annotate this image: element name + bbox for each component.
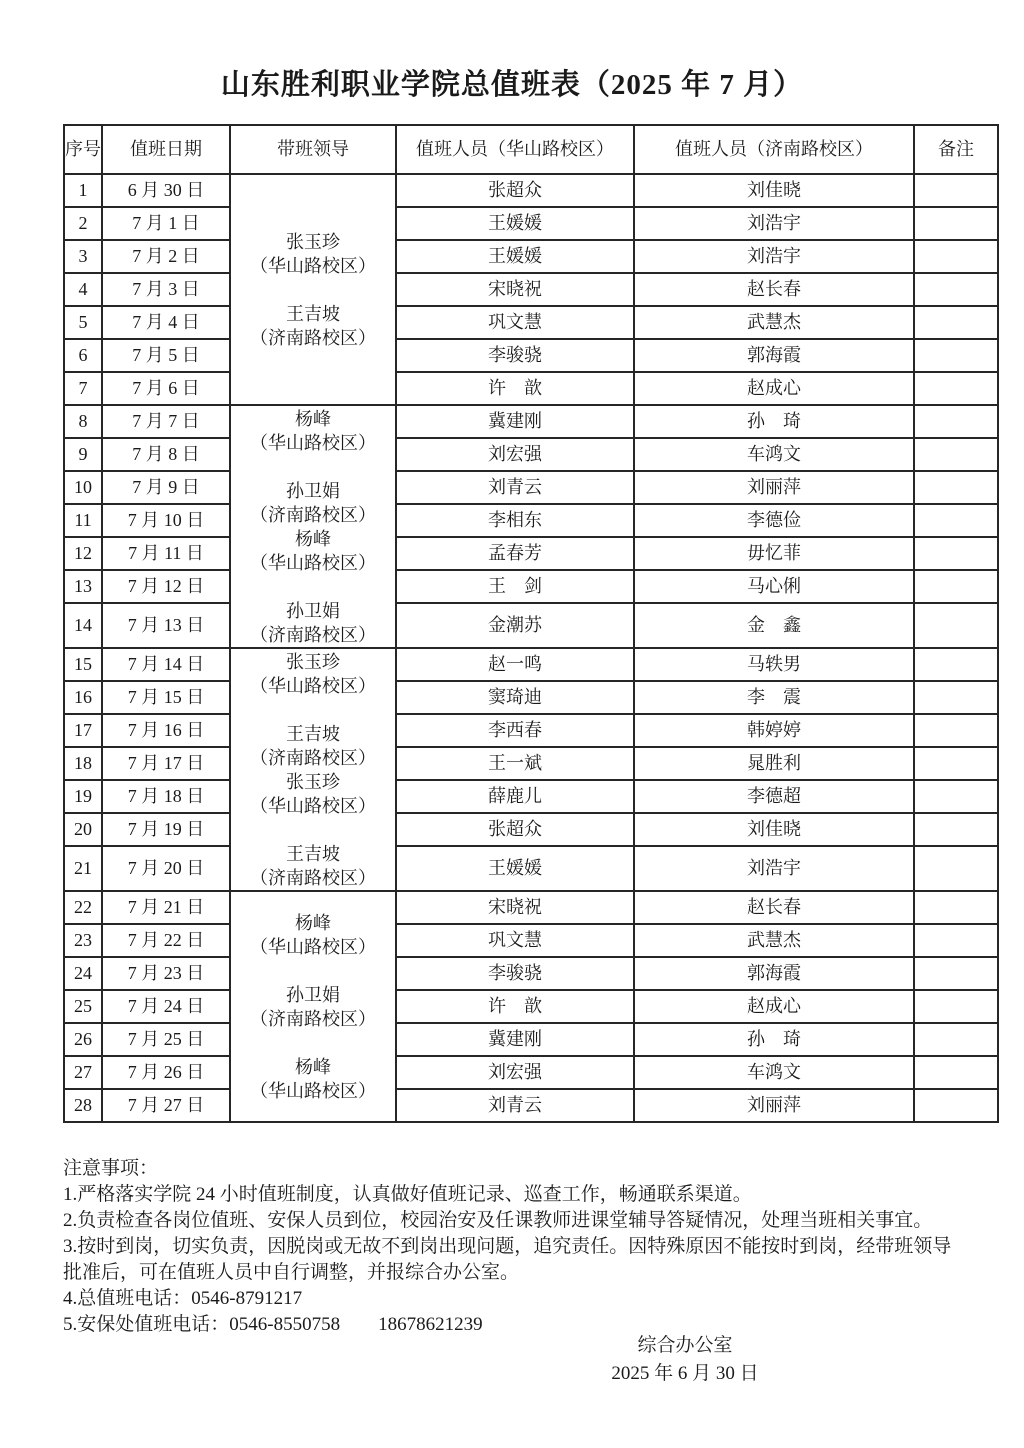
header-duty-staff-huashan: 值班人员（华山路校区） [396, 125, 634, 174]
remark-cell [914, 1089, 998, 1122]
duty-staff-jinan-cell: 刘佳晓 [634, 174, 914, 207]
remark-cell [914, 471, 998, 504]
table-row [64, 747, 998, 780]
table-row [64, 603, 998, 648]
leader-line: （济南路校区） [250, 747, 376, 768]
leader-line: 孙卫娟 [286, 984, 340, 1005]
duty-staff-jinan-cell: 孙 琦 [634, 1023, 914, 1056]
leader-line: 张玉珍 [286, 771, 340, 792]
remark-cell [914, 957, 998, 990]
duty-date-cell: 7 月 27 日 [102, 1089, 230, 1122]
remark-cell [914, 339, 998, 372]
duty-staff-huashan-cell: 孟春芳 [396, 537, 634, 570]
duty-leader-cell [230, 174, 396, 405]
remark-cell [914, 1023, 998, 1056]
leader-line: （济南路校区） [250, 327, 376, 348]
duty-staff-huashan-cell: 刘宏强 [396, 1056, 634, 1089]
duty-date-cell: 7 月 15 日 [102, 681, 230, 714]
header-serial-no: 序号 [64, 125, 102, 174]
header-remark: 备注 [914, 125, 998, 174]
table-row [64, 990, 998, 1023]
duty-staff-jinan-cell: 韩婷婷 [634, 714, 914, 747]
remark-cell [914, 990, 998, 1023]
duty-staff-huashan-cell: 冀建刚 [396, 405, 634, 438]
duty-staff-huashan-cell: 王 剑 [396, 570, 634, 603]
row-no-cell: 18 [64, 747, 102, 780]
row-no-cell: 4 [64, 273, 102, 306]
header-duty-staff-jinan: 值班人员（济南路校区） [634, 125, 914, 174]
duty-staff-huashan-cell: 张超众 [396, 813, 634, 846]
table-row [64, 471, 998, 504]
leader-line [231, 698, 395, 722]
duty-staff-jinan-cell: 马心俐 [634, 570, 914, 603]
row-no-cell: 7 [64, 372, 102, 405]
duty-staff-jinan-cell: 刘丽萍 [634, 1089, 914, 1122]
leader-line [231, 1031, 395, 1055]
remark-cell [914, 537, 998, 570]
leader-line: （华山路校区） [250, 675, 376, 696]
duty-staff-jinan-cell: 车鸿文 [634, 438, 914, 471]
duty-date-cell: 7 月 13 日 [102, 603, 230, 648]
table-row [64, 924, 998, 957]
duty-date-cell: 7 月 2 日 [102, 240, 230, 273]
remark-cell [914, 924, 998, 957]
duty-staff-jinan-cell: 毋忆菲 [634, 537, 914, 570]
remark-cell [914, 648, 998, 681]
table-header-row [64, 125, 998, 174]
table-row [64, 504, 998, 537]
duty-staff-jinan-cell: 武慧杰 [634, 924, 914, 957]
duty-date-cell: 7 月 23 日 [102, 957, 230, 990]
leader-line [231, 575, 395, 599]
row-no-cell: 9 [64, 438, 102, 471]
duty-staff-jinan-cell: 郭海霞 [634, 957, 914, 990]
table-row [64, 813, 998, 846]
remark-cell [914, 174, 998, 207]
duty-date-cell: 7 月 11 日 [102, 537, 230, 570]
duty-staff-jinan-cell: 赵长春 [634, 891, 914, 924]
remark-cell [914, 207, 998, 240]
note-item: 3.按时到岗，切实负责，因脱岗或无故不到岗出现问题，追究责任。因特殊原因不能按时到岗，经带班领导批准后，可在值班人员中自行调整，并报综合办公室。 [63, 1236, 952, 1283]
duty-staff-jinan-cell: 李 震 [634, 681, 914, 714]
remark-cell [914, 438, 998, 471]
table-row [64, 957, 998, 990]
duty-date-cell: 7 月 19 日 [102, 813, 230, 846]
duty-staff-huashan-cell: 刘宏强 [396, 438, 634, 471]
duty-staff-huashan-cell: 王媛媛 [396, 240, 634, 273]
table-row [64, 1056, 998, 1089]
row-no-cell: 19 [64, 780, 102, 813]
duty-staff-jinan-cell: 赵成心 [634, 372, 914, 405]
duty-staff-jinan-cell: 孙 琦 [634, 405, 914, 438]
row-no-cell: 28 [64, 1089, 102, 1122]
duty-staff-jinan-cell: 马轶男 [634, 648, 914, 681]
row-no-cell: 12 [64, 537, 102, 570]
note-item: 5.安保处值班电话：0546-8550758 18678621239 [63, 1314, 483, 1335]
duty-staff-jinan-cell: 刘浩宇 [634, 846, 914, 891]
row-no-cell: 26 [64, 1023, 102, 1056]
row-no-cell: 23 [64, 924, 102, 957]
row-no-cell: 27 [64, 1056, 102, 1089]
row-no-cell: 6 [64, 339, 102, 372]
duty-staff-jinan-cell: 武慧杰 [634, 306, 914, 339]
duty-staff-jinan-cell: 刘浩宇 [634, 240, 914, 273]
leader-line: 王吉坡 [286, 303, 340, 324]
table-row [64, 372, 998, 405]
table-row [64, 207, 998, 240]
duty-staff-huashan-cell: 宋晓祝 [396, 273, 634, 306]
header-duty-date: 值班日期 [102, 125, 230, 174]
table-row [64, 405, 998, 438]
duty-date-cell: 7 月 14 日 [102, 648, 230, 681]
duty-date-cell: 7 月 17 日 [102, 747, 230, 780]
table-row [64, 438, 998, 471]
duty-table-body [64, 174, 998, 1122]
row-no-cell: 10 [64, 471, 102, 504]
remark-cell [914, 240, 998, 273]
table-row [64, 1023, 998, 1056]
leader-line: 王吉坡 [286, 723, 340, 744]
duty-staff-jinan-cell: 晁胜利 [634, 747, 914, 780]
leader-line: （华山路校区） [250, 552, 376, 573]
remark-cell [914, 405, 998, 438]
duty-staff-jinan-cell: 金 鑫 [634, 603, 914, 648]
duty-date-cell: 7 月 1 日 [102, 207, 230, 240]
leader-line [231, 278, 395, 302]
remark-cell [914, 1056, 998, 1089]
leader-line: 杨峰 [295, 1056, 331, 1077]
note-item: 4.总值班电话：0546-8791217 [63, 1288, 303, 1309]
remark-cell [914, 681, 998, 714]
table-row [64, 780, 998, 813]
duty-staff-huashan-cell: 许 歆 [396, 990, 634, 1023]
table-row [64, 273, 998, 306]
leader-line: 杨峰 [295, 408, 331, 429]
duty-date-cell: 7 月 20 日 [102, 846, 230, 891]
row-no-cell: 17 [64, 714, 102, 747]
remark-cell [914, 504, 998, 537]
table-row [64, 681, 998, 714]
duty-leader-cell [230, 405, 396, 648]
duty-staff-huashan-cell: 冀建刚 [396, 1023, 634, 1056]
leader-line [231, 818, 395, 842]
remark-cell [914, 570, 998, 603]
duty-date-cell: 7 月 24 日 [102, 990, 230, 1023]
table-row [64, 306, 998, 339]
duty-date-cell: 7 月 16 日 [102, 714, 230, 747]
duty-staff-huashan-cell: 宋晓祝 [396, 891, 634, 924]
row-no-cell: 24 [64, 957, 102, 990]
duty-leader-cell [230, 648, 396, 891]
table-row [64, 174, 998, 207]
duty-staff-jinan-cell: 赵成心 [634, 990, 914, 1023]
row-no-cell: 16 [64, 681, 102, 714]
signature-date: 2025 年 6 月 30 日 [611, 1363, 759, 1384]
page-title: 山东胜利职业学院总值班表（2025 年 7 月） [220, 69, 804, 101]
leader-line: （济南路校区） [250, 624, 376, 645]
leader-line: （华山路校区） [250, 936, 376, 957]
leader-line: （华山路校区） [250, 1080, 376, 1101]
row-no-cell: 11 [64, 504, 102, 537]
table-row [64, 240, 998, 273]
duty-staff-huashan-cell: 巩文慧 [396, 306, 634, 339]
row-no-cell: 3 [64, 240, 102, 273]
leader-line: 王吉坡 [286, 843, 340, 864]
leader-line: 张玉珍 [286, 651, 340, 672]
table-row [64, 648, 998, 681]
duty-staff-huashan-cell: 刘青云 [396, 1089, 634, 1122]
duty-staff-huashan-cell: 刘青云 [396, 471, 634, 504]
duty-staff-huashan-cell: 窦琦迪 [396, 681, 634, 714]
row-no-cell: 5 [64, 306, 102, 339]
table-row [64, 339, 998, 372]
remark-cell [914, 780, 998, 813]
duty-staff-huashan-cell: 金潮苏 [396, 603, 634, 648]
row-no-cell: 1 [64, 174, 102, 207]
duty-date-cell: 7 月 18 日 [102, 780, 230, 813]
leader-line [231, 959, 395, 983]
remark-cell [914, 891, 998, 924]
table-row [64, 570, 998, 603]
signature-department: 综合办公室 [637, 1335, 733, 1356]
duty-date-cell: 7 月 6 日 [102, 372, 230, 405]
duty-staff-jinan-cell: 赵长春 [634, 273, 914, 306]
duty-staff-jinan-cell: 李德俭 [634, 504, 914, 537]
table-row [64, 537, 998, 570]
duty-staff-jinan-cell: 刘佳晓 [634, 813, 914, 846]
duty-staff-huashan-cell: 赵一鸣 [396, 648, 634, 681]
row-no-cell: 8 [64, 405, 102, 438]
signature-block [545, 1332, 825, 1388]
leader-line: 孙卫娟 [286, 600, 340, 621]
leader-line: 张玉珍 [286, 231, 340, 252]
duty-staff-huashan-cell: 李骏骁 [396, 957, 634, 990]
row-no-cell: 22 [64, 891, 102, 924]
leader-line [231, 455, 395, 479]
duty-date-cell: 7 月 10 日 [102, 504, 230, 537]
duty-staff-jinan-cell: 刘丽萍 [634, 471, 914, 504]
row-no-cell: 21 [64, 846, 102, 891]
duty-date-cell: 7 月 22 日 [102, 924, 230, 957]
table-row [64, 846, 998, 891]
remark-cell [914, 846, 998, 891]
remark-cell [914, 372, 998, 405]
duty-date-cell: 7 月 25 日 [102, 1023, 230, 1056]
duty-staff-jinan-cell: 郭海霞 [634, 339, 914, 372]
remark-cell [914, 747, 998, 780]
row-no-cell: 2 [64, 207, 102, 240]
duty-staff-huashan-cell: 巩文慧 [396, 924, 634, 957]
row-no-cell: 20 [64, 813, 102, 846]
notes-heading: 注意事项： [63, 1158, 159, 1179]
duty-leader-cell [230, 891, 396, 1122]
duty-staff-huashan-cell: 张超众 [396, 174, 634, 207]
duty-staff-huashan-cell: 李相东 [396, 504, 634, 537]
row-no-cell: 13 [64, 570, 102, 603]
duty-date-cell: 7 月 9 日 [102, 471, 230, 504]
row-no-cell: 15 [64, 648, 102, 681]
duty-staff-huashan-cell: 王媛媛 [396, 846, 634, 891]
remark-cell [914, 273, 998, 306]
remark-cell [914, 603, 998, 648]
duty-date-cell: 7 月 3 日 [102, 273, 230, 306]
duty-staff-huashan-cell: 许 歆 [396, 372, 634, 405]
leader-line: （济南路校区） [250, 867, 376, 888]
duty-date-cell: 7 月 26 日 [102, 1056, 230, 1089]
notes-section [63, 1156, 969, 1338]
duty-staff-jinan-cell: 李德超 [634, 780, 914, 813]
duty-roster-table [63, 124, 999, 1123]
leader-line: （华山路校区） [250, 432, 376, 453]
table-row [64, 714, 998, 747]
leader-line: （华山路校区） [250, 795, 376, 816]
duty-date-cell: 7 月 8 日 [102, 438, 230, 471]
leader-line: 杨峰 [295, 912, 331, 933]
duty-date-cell: 7 月 21 日 [102, 891, 230, 924]
table-row [64, 891, 998, 924]
remark-cell [914, 714, 998, 747]
remark-cell [914, 306, 998, 339]
duty-staff-huashan-cell: 薛鹿儿 [396, 780, 634, 813]
leader-line: （华山路校区） [250, 255, 376, 276]
leader-line: （济南路校区） [250, 504, 376, 525]
note-item: 1.严格落实学院 24 小时值班制度，认真做好值班记录、巡查工作，畅通联系渠道。 [63, 1184, 752, 1205]
header-duty-leader: 带班领导 [230, 125, 396, 174]
leader-line: （济南路校区） [250, 1008, 376, 1029]
duty-date-cell: 7 月 12 日 [102, 570, 230, 603]
note-item: 2.负责检查各岗位值班、安保人员到位，校园治安及任课教师进课堂辅导答疑情况，处理当班相关事宜。 [63, 1210, 933, 1231]
remark-cell [914, 813, 998, 846]
duty-date-cell: 7 月 7 日 [102, 405, 230, 438]
duty-staff-jinan-cell: 车鸿文 [634, 1056, 914, 1089]
duty-staff-huashan-cell: 王媛媛 [396, 207, 634, 240]
duty-date-cell: 7 月 5 日 [102, 339, 230, 372]
leader-line: 杨峰 [295, 528, 331, 549]
duty-staff-huashan-cell: 王一斌 [396, 747, 634, 780]
duty-date-cell: 7 月 4 日 [102, 306, 230, 339]
duty-date-cell: 6 月 30 日 [102, 174, 230, 207]
row-no-cell: 14 [64, 603, 102, 648]
row-no-cell: 25 [64, 990, 102, 1023]
duty-staff-huashan-cell: 李西春 [396, 714, 634, 747]
table-row [64, 1089, 998, 1122]
leader-line: 孙卫娟 [286, 480, 340, 501]
duty-staff-huashan-cell: 李骏骁 [396, 339, 634, 372]
duty-staff-jinan-cell: 刘浩宇 [634, 207, 914, 240]
